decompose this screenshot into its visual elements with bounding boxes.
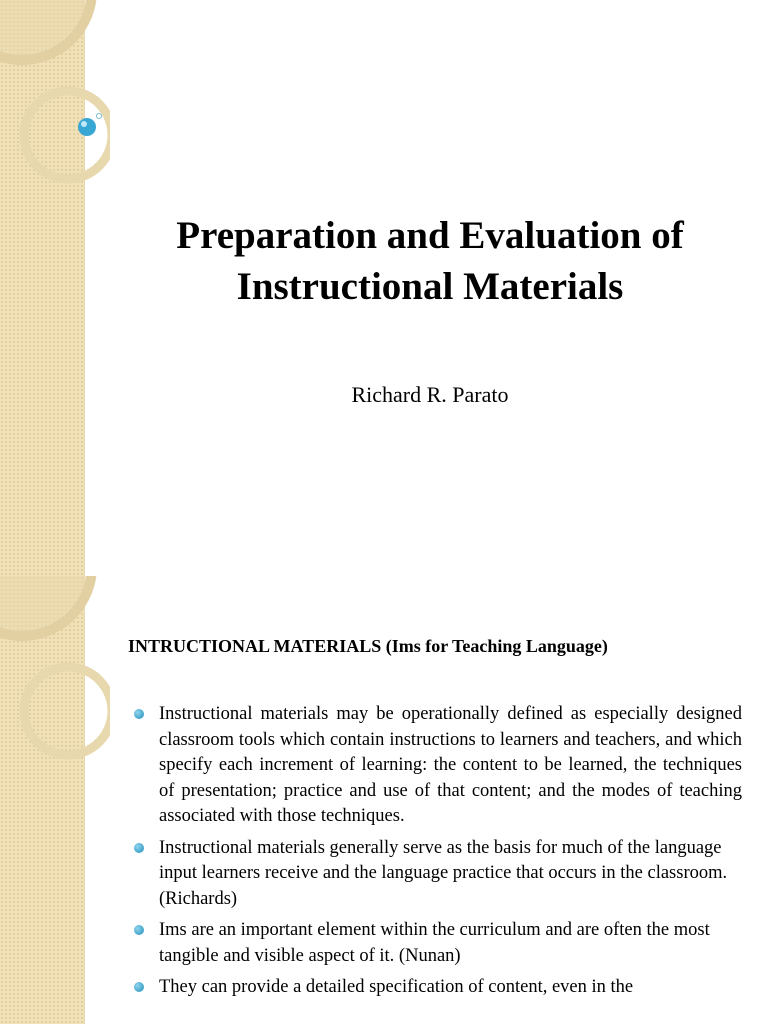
bullet-item <box>130 702 742 830</box>
content-slide <box>0 576 768 1024</box>
decorative-rings <box>0 576 110 796</box>
bullet-text: Instructional materials generally serve as the basis for much of the language input learners receive and the language practice that occurs in the classroom.(Richards) <box>159 837 728 909</box>
small-ring-icon <box>97 114 102 119</box>
blue-sphere-icon <box>134 982 144 992</box>
deco-ring-middle <box>24 91 110 179</box>
bullet-list <box>130 702 742 1007</box>
deco-ring-middle <box>24 667 110 755</box>
blue-sphere-icon <box>134 925 144 935</box>
bullet-item <box>130 836 742 913</box>
blue-orb-icon <box>78 118 96 136</box>
orb-highlight <box>81 121 87 127</box>
slide-author: Richard R. Parato <box>351 382 509 407</box>
decorative-rings <box>0 0 110 200</box>
bullet-text: Instructional materials may be operationally defined as especially designed classroom tools which contain instructions to learners and teachers, and which specify each increment of learning: the content to be learned, the techniques of presentation; practice and use of that content; and the modes of teaching associated with those techniques. <box>159 704 742 826</box>
bullet-text: Ims are an important element within the curriculum and are often the most tangible and visible aspect of it. (Nunan) <box>159 920 710 966</box>
slide-title: Preparation and Evaluation of Instructional Materials <box>176 214 684 308</box>
slide-heading: INTRUCTIONAL MATERIALS (Ims for Teaching Language) <box>128 636 608 656</box>
blue-sphere-icon <box>134 709 144 719</box>
bullet-text: They can provide a detailed specification of content, even in the <box>159 977 634 997</box>
bullet-item <box>130 918 742 969</box>
blue-sphere-icon <box>134 843 144 853</box>
bullet-item <box>130 975 742 1001</box>
